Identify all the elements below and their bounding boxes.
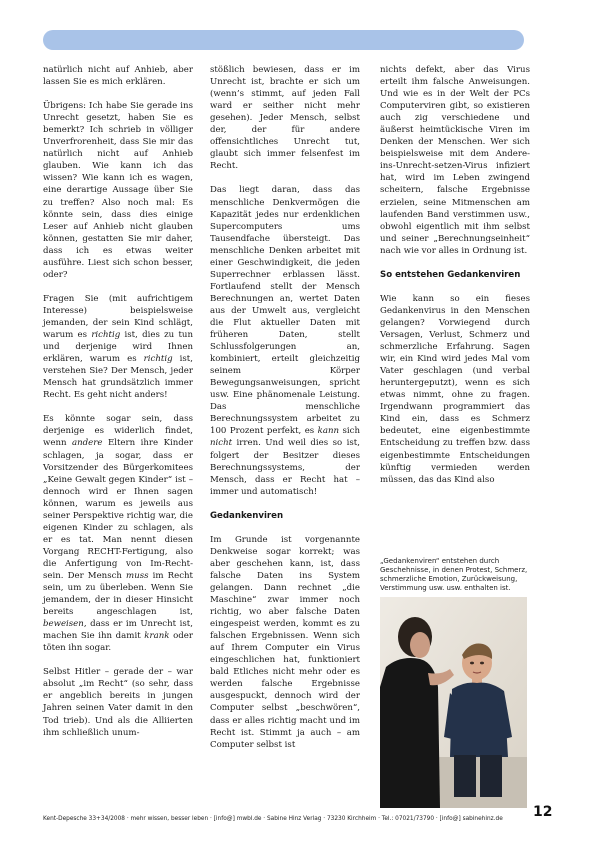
paragraph: nichts defekt, aber das Virus erteilt ihm falsche Anweisungen. Und wie es in der Welt der PCs Computerviren gibt, so existieren auch zig verschiedene und äußerst heimtückische Viren im Denken der Menschen. Wer sich beispielsweise mit dem Andere-ins-Unrecht-setzen-Virus infiziert hat, wird im Leben zwingend scheitern, falsche Ergebnisse erzielen, seine Mitmenschen am laufenden Band verstimmen usw., obwohl eigentlich mit ihm selbst und seiner „Berechnungseinheit“ nach wie vor alles in Ordnung ist. — [380, 65, 530, 256]
paragraph: Übrigens: Ich habe Sie gerade ins Unrecht gesetzt, haben Sie es bemerkt? Ich schrieb in völliger Unverfrorenheit, dass Sie mir das natürlich nicht auf Anhieb glauben. Wie kann ich das wissen? Wie kann ich es wagen, eine derartige Aussage über Sie zu treffen? Also noch mal: Es könnte sein, dass dies einige Leser auf Anhieb nicht glauben können, gestatten Sie mir daher, dass ich es etwas weiter ausführe. Liest sich schon besser, oder? — [43, 101, 193, 280]
paragraph: natürlich nicht auf Anhieb, aber lassen Sie es mich erklären. — [43, 65, 193, 88]
paragraph: Im Grunde ist vorgenannte Denkweise sogar korrekt; was aber geschehen kann, ist, dass falsche Daten ins System gelangen. Dann rechnet „die Maschine“ zwar immer noch richtig, wo aber falsche Daten eingespeist werden, kommt es zu falschen Ergebnissen. Wenn sich auf Ihrem Computer ein Virus eingeschlichen hat, funktioniert bald Etliches nicht mehr oder es werden falsche Ergebnisse ausgespuckt, dennoch wird der Computer selbst „beschwören“, dass er alles richtig macht und im Recht ist. Stimmt ja auch – am Computer selbst ist — [210, 534, 360, 750]
paragraph: stößlich bewiesen, dass er im Unrecht ist, brachte er sich um (wenn’s stimmt, auf jeden Fall ward er seither nicht mehr gesehen). Jeder Mensch, selbst der, der für andere offensichtliches Unrecht tut, glaubt sich immer felsenfest im Recht. — [210, 65, 360, 172]
paragraph: Das liegt daran, dass das menschliche Denkvermögen die Kapazität jedes nur erdenklichen Supercomputers ums Tausendfache übersteigt. Das menschliche Denken arbeitet mit einer Geschwindigkeit, die jeden Superrechner erblassen lässt. Fortlaufend stellt der Mensch Berechnungen an, wertet Daten aus der Umwelt aus, vergleicht die Flut aktueller Daten mit früheren Daten, stellt Schlussfolgerungen an, kombiniert, erteilt gleichzeitig seinem Körper Bewegungsanweisungen, spricht usw. Eine phänomenale Leistung. Das menschliche Berechnungssystem arbeitet zu 100 Prozent perfekt, es kann sich nicht irren. Und weil dies so ist, folgert der Besitzer dieses Berechnungssystems, der Mensch, dass er Recht hat – immer und automatisch! — [210, 185, 360, 497]
page-number: 12 — [533, 804, 553, 820]
header-bar — [43, 30, 524, 50]
paragraph: Wie kann so ein fieses Gedankenvirus in den Menschen gelangen? Vorwiegend durch Versagen, Verlust, Schmerz und schmerzliche Erfahrung. Sagen wir, ein Kind wird jedes Mal vom Vater geschlagen (und verbal heruntergeputzt), wenn es sich etwas nimmt, ohne zu fragen. Irgendwann programmiert das Kind ein, dass es Schmerz bedeutet, eine eigenbestimmte Entscheidung zu treffen bzw. dass eigenbestimmte Entscheidungen künftig vermieden werden müssen, das das Kind also — [380, 293, 530, 485]
section-heading: So entstehen Gedankenviren — [380, 269, 521, 280]
article-photo — [380, 597, 527, 808]
photo-caption: „Gedankenviren“ entstehen durch Geschehnisse, in denen Protest, Schmerz, schmerzliche Emotion, Zurückweisung, Verstimmung usw. usw. enthalten ist. — [380, 557, 528, 592]
section-heading: Gedankenviren — [210, 510, 284, 521]
paragraph: Selbst Hitler – gerade der – war absolut „im Recht“ (so sehr, dass er angeblich bereits in jungen Jahren seinen Vater damit in den Tod trieb). Und als die Alliierten ihm schließlich unum- — [43, 667, 193, 738]
article-column-3 — [380, 64, 530, 498]
paragraph: Es könnte sogar sein, dass derjenige es widerlich findet, wenn andere Eltern ihre Kinder schlagen, ja sogar, dass er Vorsitzender des Bürgerkomitees „Keine Gewalt gegen Kinder“ ist – dennoch wird er Ihnen sagen können, warum es jeweils aus seiner Perspektive richtig war, die eigenen Kinder zu schlagen, als er es tat. Man nennt diesen Vorgang RECHT-Fertigung, also die Anfertigung von Im-Recht-sein. Der Mensch muss im Recht sein, um zu überleben. Wenn Sie jemandem, der in dieser Hinsicht bereits angeschlagen ist, beweisen, dass er im Unrecht ist, machen Sie ihn damit krank oder töten ihn sogar. — [43, 414, 193, 654]
paragraph: Fragen Sie (mit aufrichtigem Interesse) beispielsweise jemanden, der sein Kind schlägt, warum es richtig ist, dies zu tun und derjenige wird Ihnen erklären, warum es richtig ist, verstehen Sie? Der Mensch, jeder Mensch hat grundsätzlich immer Recht. Es geht nicht anders! — [43, 293, 193, 401]
article-column-2 — [210, 64, 360, 763]
article-column-1 — [43, 64, 193, 751]
child-and-adult-photo — [380, 597, 527, 808]
page-footer: Kent-Depesche 33+34/2008 · mehr wissen, besser leben · [info@] mwbl.de · Sabine Hinz Verlag · 73230 Kirchheim · Tel.: 07021/73790 · [info@] sabinehinz.de — [43, 816, 503, 822]
